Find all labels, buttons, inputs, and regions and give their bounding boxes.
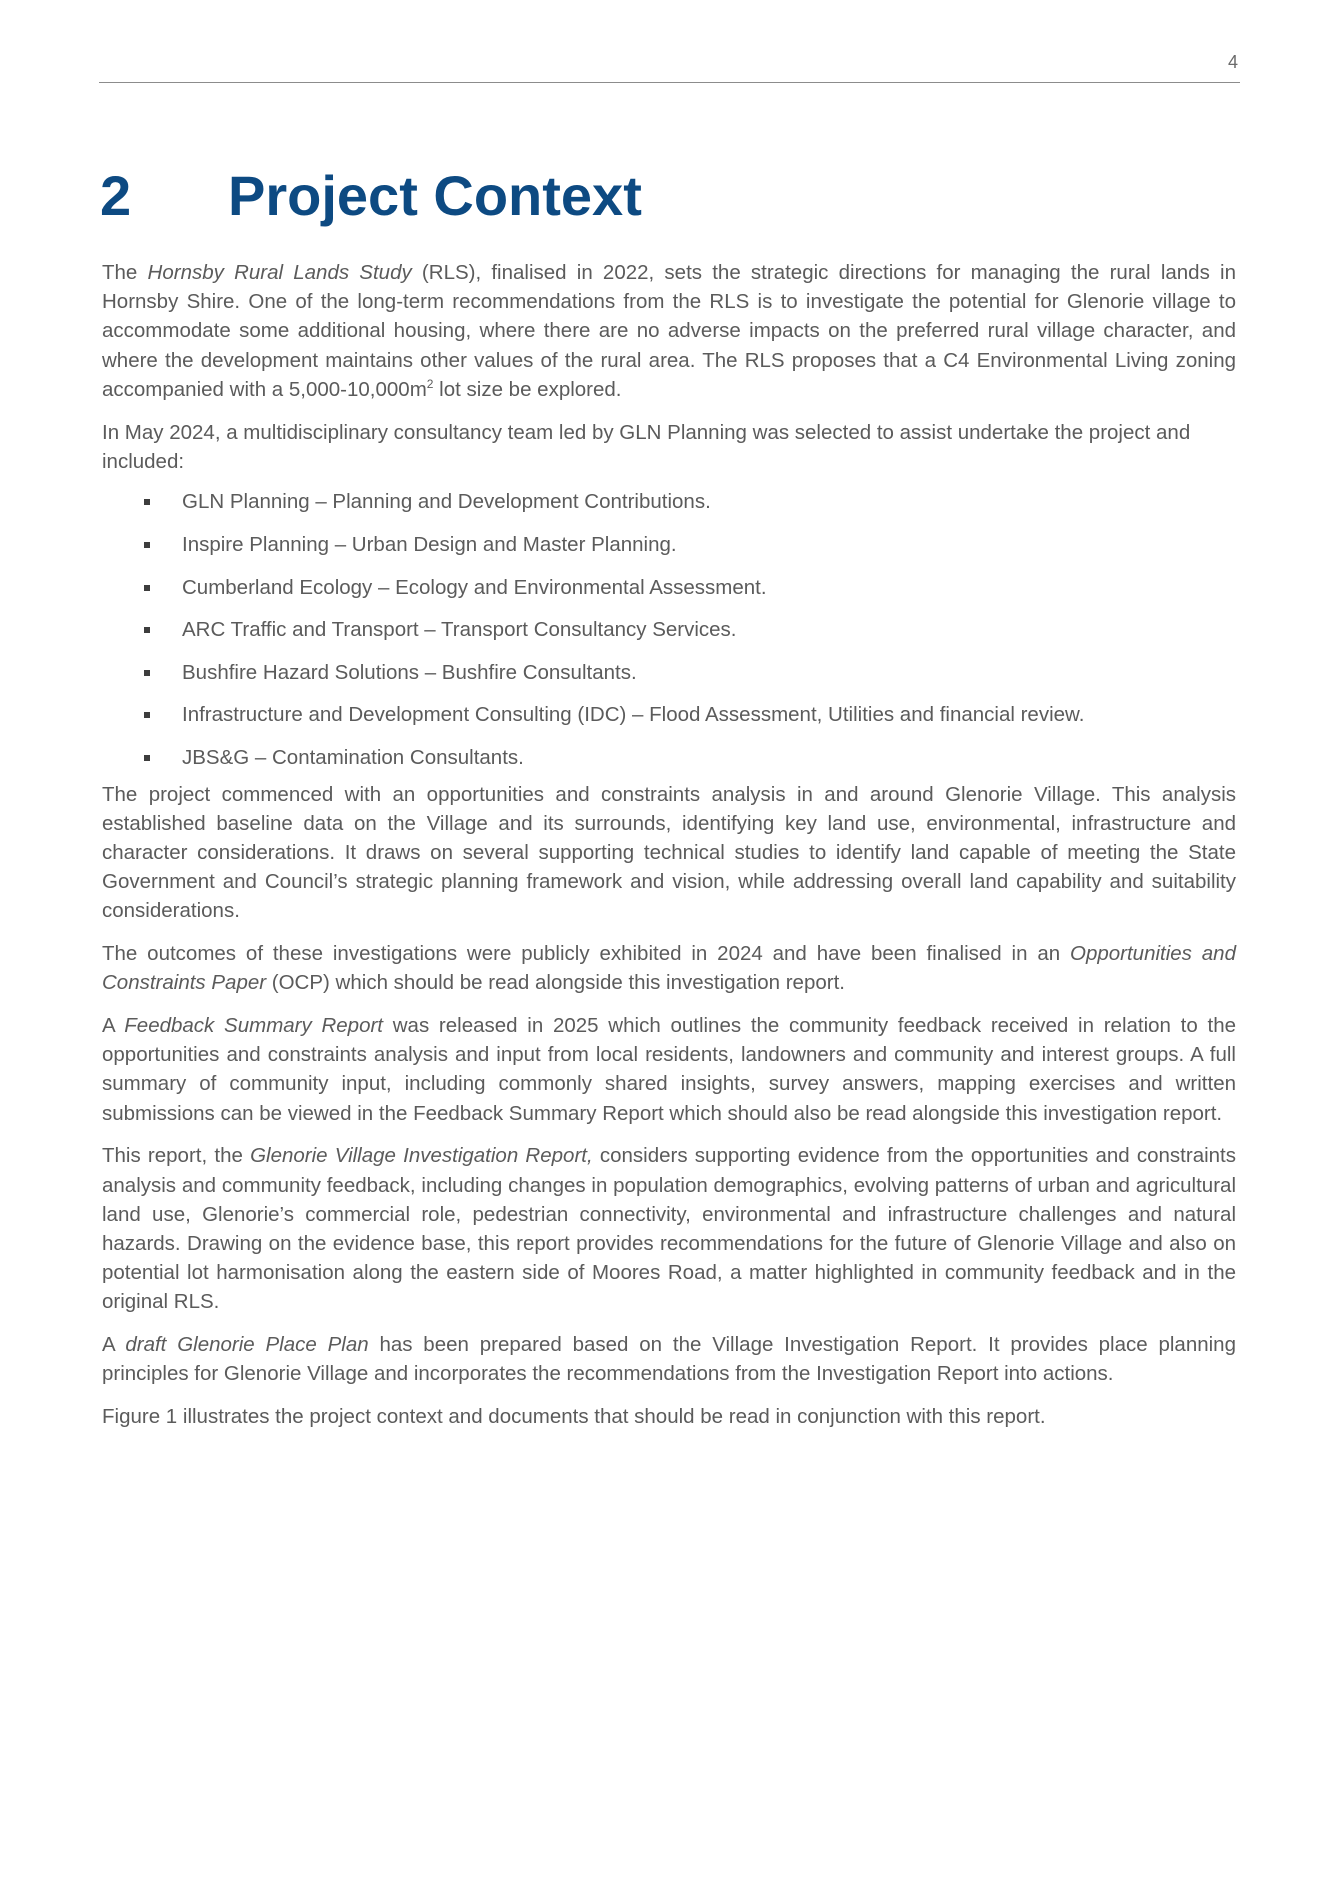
paragraph-outcomes — [102, 939, 1236, 997]
list-item-text: JBS&G – Contamination Consultants. — [182, 745, 524, 769]
consultant-list — [102, 481, 1236, 779]
rls-document-title: Hornsby Rural Lands Study — [147, 261, 412, 284]
investigation-report-title: Glenorie Village Investigation Report, — [250, 1144, 593, 1168]
list-item-text: Cumberland Ecology – Ecology and Environmental Assessment. — [182, 575, 767, 599]
bullet-icon — [144, 499, 150, 505]
list-item — [102, 694, 1236, 737]
bullet-icon — [144, 542, 150, 548]
header-rule — [99, 82, 1240, 83]
list-item — [102, 737, 1236, 780]
paragraph-project-commenced: The project commenced with an opportunities and constraints analysis in and around Glenorie Village. This analysis established baseline data on the Village and its surrounds, identifying key land use, environmental, infrastructure and character considerations. It draws on several supporting technical studies to identify land capable of meeting the State Government and Council’s strategic planning framework and vision, while addressing overall land capability and suitability considerations. — [102, 782, 1236, 923]
para1-text: (RLS), finalised in 2022, sets the strategic directions for managing the rural lands in Hornsby Shire. One of the long-term recommendations from the RLS is to investigate the potential for Glenorie village to accommodate some additional housing, where there are no adverse impacts on the preferred rural village character, and where the development maintains other values of the rural area. The RLS proposes that a C4 Environmental Living zoning accompanied with a 5,000-10,000m — [102, 261, 1236, 401]
list-item — [102, 481, 1236, 524]
paragraph-place-plan — [102, 1330, 1236, 1388]
para6-post: considers supporting evidence from the opportunities and constraints analysis and community feedback, including changes in population demographics, evolving patterns of urban and agricultural land use, Glenorie’s commercial role, pedestrian connectivity, environmental and infrastructure challenges and natural hazards. Drawing on the evidence base, this report provides recommendations for the future of Glenorie Village and also on potential lot harmonisation along the eastern side of Moores Road, a matter highlighted in community feedback and in the original RLS. — [102, 1144, 1237, 1314]
list-item — [102, 609, 1236, 652]
bullet-icon — [144, 755, 150, 761]
paragraph-rls-intro — [102, 258, 1236, 404]
paragraph-consultancy-team: In May 2024, a multidisciplinary consultancy team led by GLN Planning was selected to assist undertake the project and included: — [102, 420, 1191, 473]
list-item-text: Infrastructure and Development Consulting (IDC) – Flood Assessment, Utilities and financial review. — [182, 703, 1085, 727]
superscript-2: 2 — [426, 376, 434, 391]
page-number: 4 — [1227, 52, 1238, 72]
bullet-icon — [144, 670, 150, 676]
list-item-text: GLN Planning – Planning and Development Contributions. — [182, 490, 711, 514]
list-item-text: Bushfire Hazard Solutions – Bushfire Consultants. — [182, 660, 637, 684]
para7-post: has been prepared based on the Village Investigation Report. It provides place planning principles for Glenorie Village and incorporates the recommendations from the Investigation Report into actions. — [102, 1333, 1236, 1386]
para1-pre: The — [102, 261, 148, 284]
place-plan-title: draft Glenorie Place Plan — [125, 1333, 369, 1357]
para5-post: was released in 2025 which outlines the community feedback received in relation to the opportunities and constraints analysis and input from local residents, landowners and community and interest groups. A full summary of community input, including commonly shared insights, survey answers, mapping exercises and written submissions can be viewed in the Feedback Summary Report which should also be read alongside this investigation report. — [102, 1014, 1237, 1125]
list-item-text: ARC Traffic and Transport – Transport Consultancy Services. — [182, 618, 737, 642]
paragraph-investigation-report — [102, 1141, 1236, 1316]
list-item-text: Inspire Planning – Urban Design and Master Planning. — [182, 533, 677, 557]
para6-pre: This report, the — [102, 1144, 251, 1168]
para7-pre: A — [102, 1333, 126, 1357]
section-title: Project Context — [228, 164, 642, 227]
body-content — [102, 258, 1236, 1445]
bullet-icon — [144, 585, 150, 591]
para5-pre: A — [102, 1014, 125, 1037]
feedback-report-title: Feedback Summary Report — [124, 1014, 384, 1037]
para1-post: lot size be explored. — [433, 377, 622, 401]
section-heading — [100, 160, 642, 232]
ocp-document-title: Opportunities and Constraints Paper — [102, 942, 1236, 995]
section-number: 2 — [100, 164, 132, 227]
list-item — [102, 652, 1236, 695]
list-item — [102, 567, 1236, 610]
paragraph-figure-reference: Figure 1 illustrates the project context and documents that should be read in conjunction with this report. — [102, 1404, 1046, 1428]
paragraph-feedback-summary — [102, 1011, 1236, 1128]
para4-pre: The outcomes of these investigations were publicly exhibited in 2024 and have been finalised in an — [102, 942, 1070, 966]
bullet-icon — [144, 712, 150, 718]
bullet-icon — [144, 627, 150, 633]
para4-post: (OCP) which should be read alongside this investigation report. — [266, 971, 845, 995]
list-item — [102, 524, 1236, 567]
